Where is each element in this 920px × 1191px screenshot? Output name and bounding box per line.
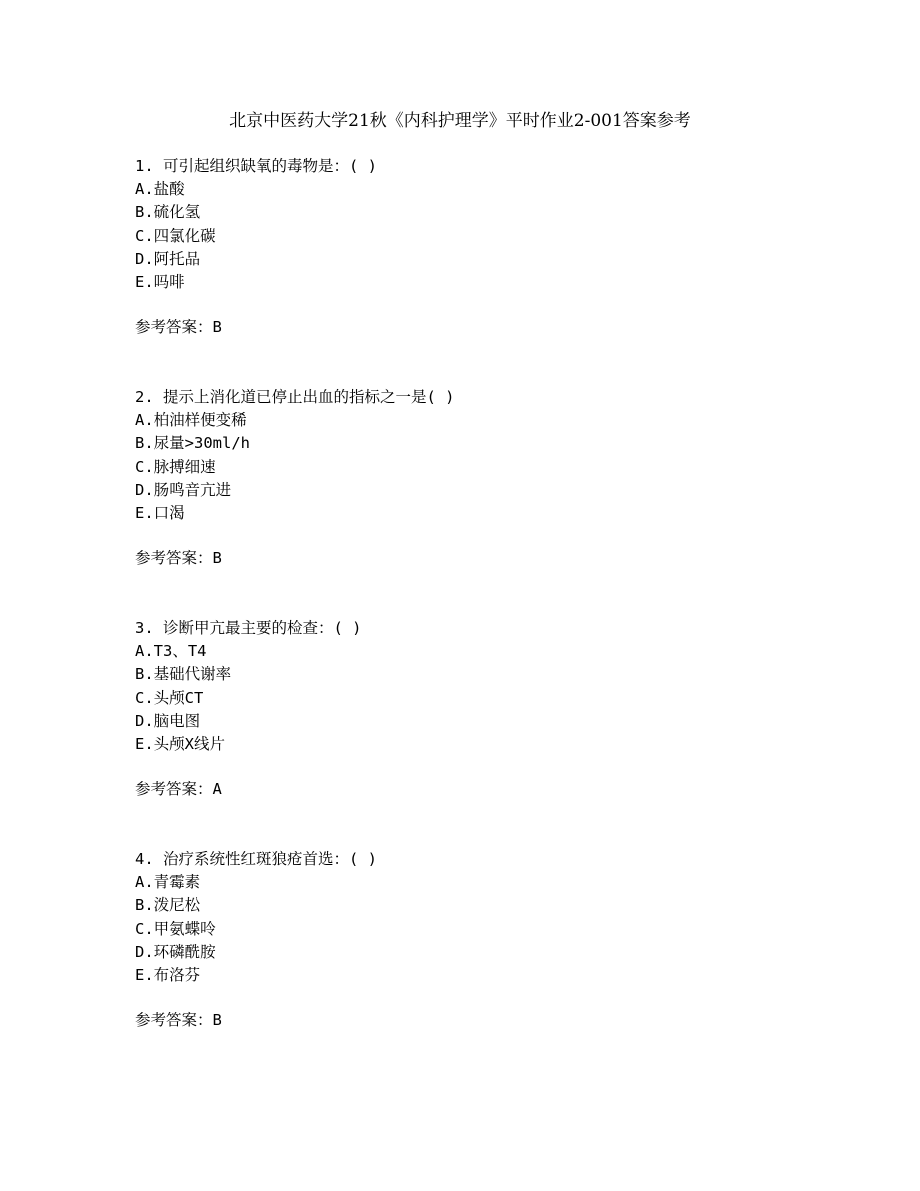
reference-answer: 参考答案：A [135, 780, 222, 799]
option-c: C.甲氨蝶呤 [135, 919, 216, 938]
option-b: B.硫化氢 [135, 203, 201, 222]
document-title: 北京中医药大学21秋《内科护理学》平时作业2-001答案参考 [229, 111, 691, 131]
question-4 [135, 848, 835, 1032]
reference-answer: 参考答案：B [135, 549, 222, 568]
question-stem: 2. 提示上消化道已停止出血的指标之一是( ) [135, 388, 455, 406]
option-a: A.青霉素 [135, 873, 201, 892]
option-e: E.头颅X线片 [135, 734, 225, 753]
option-b: B.尿量>30ml/h [135, 434, 250, 453]
question-stem: 1. 可引起组织缺氧的毒物是：( ) [135, 157, 377, 175]
option-d: D.肠鸣音亢进 [135, 480, 232, 499]
option-c: C.四氯化碳 [135, 226, 216, 245]
option-e: E.吗啡 [135, 272, 185, 291]
question-stem: 3. 诊断甲亢最主要的检查：( ) [135, 619, 362, 637]
option-d: D.阿托品 [135, 249, 201, 268]
option-a: A.T3、T4 [135, 642, 207, 661]
option-c: C.脉搏细速 [135, 457, 216, 476]
option-e: E.布洛芬 [135, 965, 201, 984]
reference-answer: 参考答案：B [135, 1011, 222, 1030]
reference-answer: 参考答案：B [135, 318, 222, 337]
option-a: A.盐酸 [135, 180, 185, 199]
option-b: B.泼尼松 [135, 896, 201, 915]
question-3 [135, 617, 835, 801]
option-b: B.基础代谢率 [135, 665, 232, 684]
option-d: D.环磷酰胺 [135, 942, 216, 961]
option-e: E.口渴 [135, 503, 185, 522]
question-2 [135, 386, 835, 570]
option-a: A.柏油样便变稀 [135, 411, 247, 430]
question-stem: 4. 治疗系统性红斑狼疮首选：( ) [135, 850, 377, 868]
option-c: C.头颅CT [135, 688, 204, 707]
question-1 [135, 155, 835, 339]
option-d: D.脑电图 [135, 711, 201, 730]
